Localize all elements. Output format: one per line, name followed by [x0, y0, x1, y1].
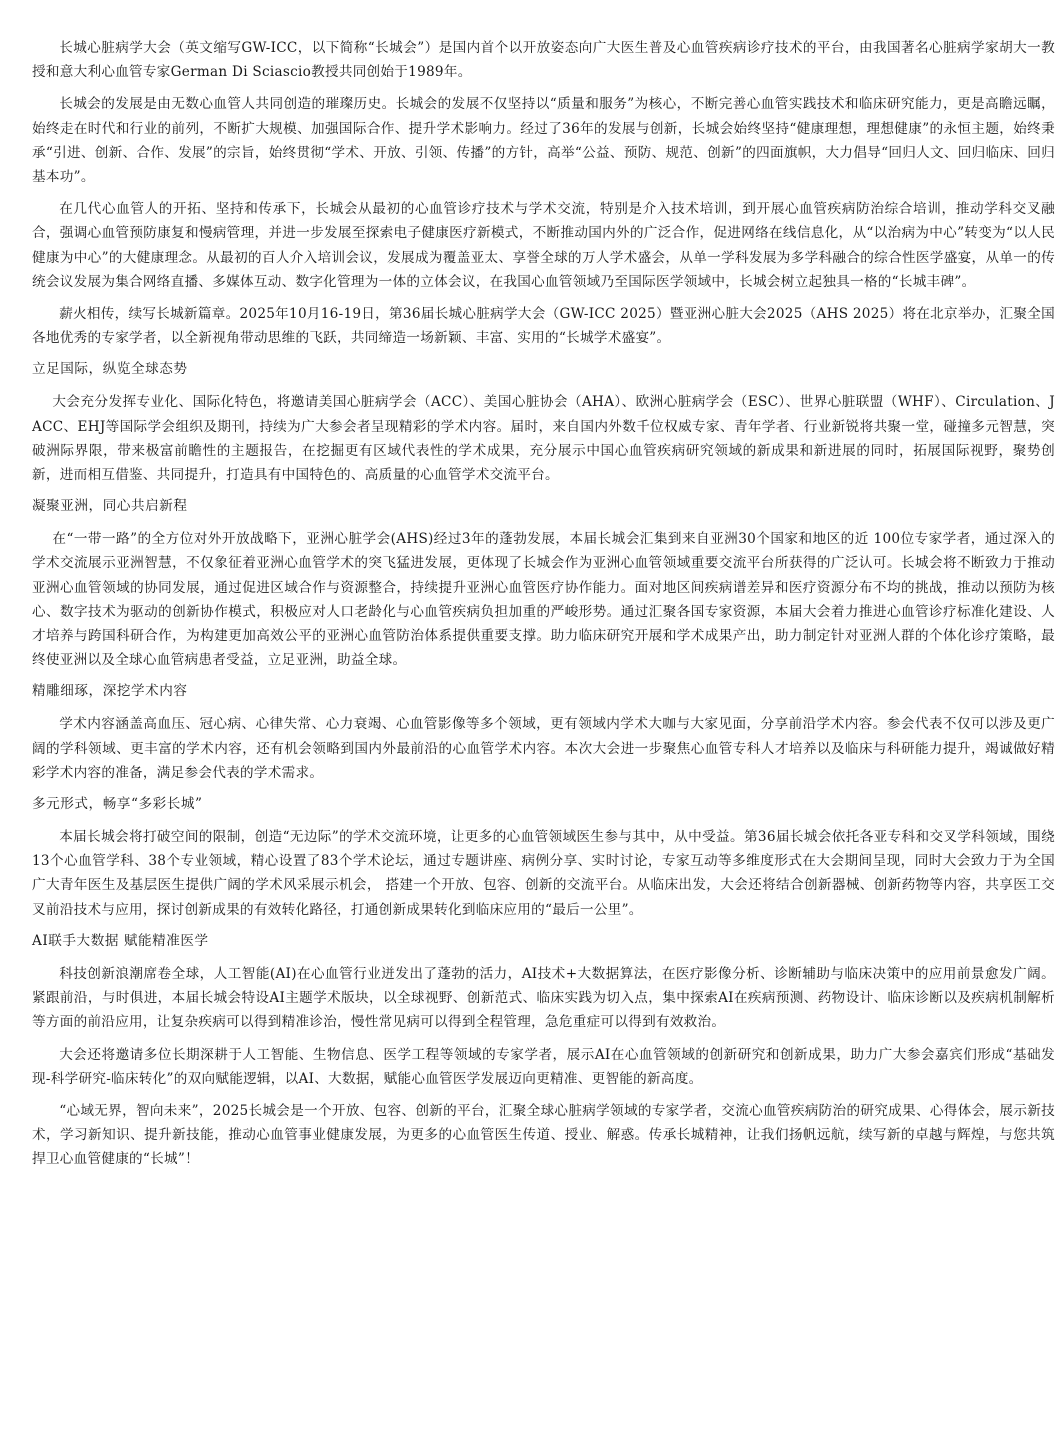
paragraph-intro: 长城心脏病学大会（英文缩写GW-ICC，以下简称“长城会”）是国内首个以开放姿态向广大医生普及心血管疾病诊疗技术的平台，由我国著名心脏病学家胡大一教授和意大利心血管专家German Di Sciascio教授共同创始于1989年。 [32, 40, 1055, 81]
paragraph-development: 在几代心血管人的开拓、坚持和传承下，长城会从最初的心血管诊疗技术与学术交流，特别是介入技术培训，到开展心血管疾病防治综合培训，推动学科交叉融合，强调心血管预防康复和慢病管理，并进一步发展至探索电子健康医疗新模式，不断推动国内外的广泛合作，促进网络在线信息化，从“以治病为中心”转变为“以人民健康为中心”的大健康理念。从最初的百人介入培训会议，发展成为覆盖亚太、享誉全球的万人学术盛会，从单一学科发展为多学科融合的综合性医学盛宴，从单一的传统会议发展为集合网络直播、多媒体互动、数字化管理为一体的立体会议，在我国心血管领域乃至国际医学领域中，长城会树立起独具一格的“长城丰碑”。 [32, 201, 1055, 290]
paragraph-academic: 学术内容涵盖高血压、冠心病、心律失常、心力衰竭、心血管影像等多个领域，更有领域内学术大咖与大家见面，分享前沿学术内容。参会代表不仅可以涉及更广阔的学科领域、更丰富的学术内容，还有机会领略到国内外最前沿的心血管学术内容。本次大会进一步聚焦心血管专科人才培养以及临床与科研能力提升，竭诚做好精彩学术内容的准备，满足参会代表的学术需求。 [32, 716, 1055, 781]
paragraph-2025-conference: 薪火相传，续写长城新篇章。2025年10月16-19日，第36届长城心脏病学大会（GW-ICC 2025）暨亚洲心脏大会2025（AHS 2025）将在北京举办，汇聚全国各地优秀的专家学者，以全新视角带动思维的飞跃，共同缔造一场新颖、丰富、实用的“长城学术盛宴”。 [32, 306, 1055, 347]
section-heading-formats: 多元形式，畅享“多彩长城” [32, 796, 203, 813]
paragraph-history: 长城会的发展是由无数心血管人共同创造的璀璨历史。长城会的发展不仅坚持以“质量和服务”为核心，不断完善心血管实践技术和临床研究能力，更是高瞻远瞩，始终走在时代和行业的前列，不断扩大规模、加强国际合作、提升学术影响力。经过了36年的发展与创新，长城会始终坚持“健康理想，理想健康”的永恒主题，始终秉承“引进、创新、合作、发展”的宗旨，始终贯彻“学术、开放、引领、传播”的方针，高举“公益、预防、规范、创新”的四面旗帜，大力倡导“回归人文、回归临床、回归基本功”。 [32, 96, 1055, 186]
paragraph-ai: 科技创新浪潮席卷全球，人工智能(AI)在心血管行业迸发出了蓬勃的活力，AI技术+大数据算法，在医疗影像分析、诊断辅助与临床决策中的应用前景愈发广阔。紧跟前沿，与时俱进，本届长城会特设AI主题学术版块，以全球视野、创新范式、临床实践为切入点，集中探索AI在疾病预测、药物设计、临床诊断以及疾病机制解析等方面的前沿应用，让复杂疾病可以得到精准诊治，慢性常见病可以得到全程管理，急危重症可以得到有效救治。 [32, 965, 1055, 1031]
paragraph-asia: 在“一带一路”的全方位对外开放战略下，亚洲心脏学会(AHS)经过3年的蓬勃发展，本届长城会汇集到来自亚洲30个国家和地区的近 100位专家学者，通过深入的学术交流展示亚洲智慧，不仅象征着亚洲心血管学术的突飞猛进发展，更体现了长城会作为亚洲心血管领域重要交流平台所获得的广泛认可。长城会将不断致力于推动亚洲心血管领域的协同发展，通过促进区域合作与资源整合，持续提升亚洲心血管医疗协作能力。面对地区间疾病谱差异和医疗资源分布不均的挑战，推动以预防为核心、数字技术为驱动的创新协作模式，积极应对人口老龄化与心血管疾病负担加重的严峻形势。通过汇聚各国专家资源，本届大会着力推进心血管诊疗标准化建设、人才培养与跨国科研合作，为构建更加高效公平的亚洲心血管防治体系提供重要支撑。助力临床研究开展和学术成果产出，助力制定针对亚洲人群的个体化诊疗策略，最终使亚洲以及全球心血管病患者受益，立足亚洲，助益全球。 [32, 531, 1055, 669]
section-heading-international: 立足国际，纵览全球态势 [32, 361, 188, 378]
paragraph-formats: 本届长城会将打破空间的限制，创造“无边际”的学术交流环境，让更多的心血管领域医生参与其中，从中受益。第36届长城会依托各亚专科和交叉学科领域，围绕13个心血管学科、38个专业领域，精心设置了83个学术论坛，通过专题讲座、病例分享、实时讨论，专家互动等多维度形式在大会期间呈现，同时大会致力于为全国广大青年医生及基层医生提供广阔的学术风采展示机会， 搭建一个开放、包容、创新的交流平台。从临床出发，大会还将结合创新器械、创新药物等内容，共享医工交叉前沿技术与应用，探讨创新成果的有效转化路径，打通创新成果转化到临床应用的“最后一公里”。 [32, 829, 1055, 918]
section-heading-academic: 精雕细琢，深挖学术内容 [32, 683, 188, 700]
section-heading-asia: 凝聚亚洲，同心共启新程 [32, 498, 188, 515]
section-heading-ai: AI联手大数据 赋能精准医学 [32, 932, 209, 949]
paragraph-ai-experts: 大会还将邀请多位长期深耕于人工智能、生物信息、医学工程等领域的专家学者，展示AI在心血管领域的创新研究和创新成果，助力广大参会嘉宾们形成“基础发现-科学研究-临床转化”的双向赋能逻辑，以AI、大数据，赋能心血管医学发展迈向更精准、更智能的新高度。 [32, 1046, 1055, 1087]
paragraph-closing: “心域无界，智向未来”，2025长城会是一个开放、包容、创新的平台，汇聚全球心脏病学领域的专家学者，交流心血管疾病防治的研究成果、心得体会，展示新技术，学习新知识、提升新技能，推动心血管事业健康发展，为更多的心血管医生传道、授业、解惑。传承长城精神，让我们扬帆远航，续写新的卓越与辉煌，与您共筑捍卫心血管健康的“长城”！ [32, 1102, 1055, 1168]
paragraph-international: 大会充分发挥专业化、国际化特色，将邀请美国心脏病学会（ACC）、美国心脏协会（AHA）、欧洲心脏病学会（ESC）、世界心脏联盟（WHF）、Circulation、JACC、EHJ等国际学会组织及期刊，持续为广大参会者呈现精彩的学术内容。届时，来自国内外数千位权威专家、青年学者、行业新锐将共聚一堂，碰撞多元智慧，突破洲际界限，带来极富前瞻性的主题报告，在挖掘更有区域代表性的学术成果，充分展示中国心血管疾病研究领域的新成果和新进展的同时，拓展国际视野，聚势创新，进而相互借鉴、共同提升，打造具有中国特色的、高质量的心血管学术交流平台。 [32, 394, 1055, 484]
